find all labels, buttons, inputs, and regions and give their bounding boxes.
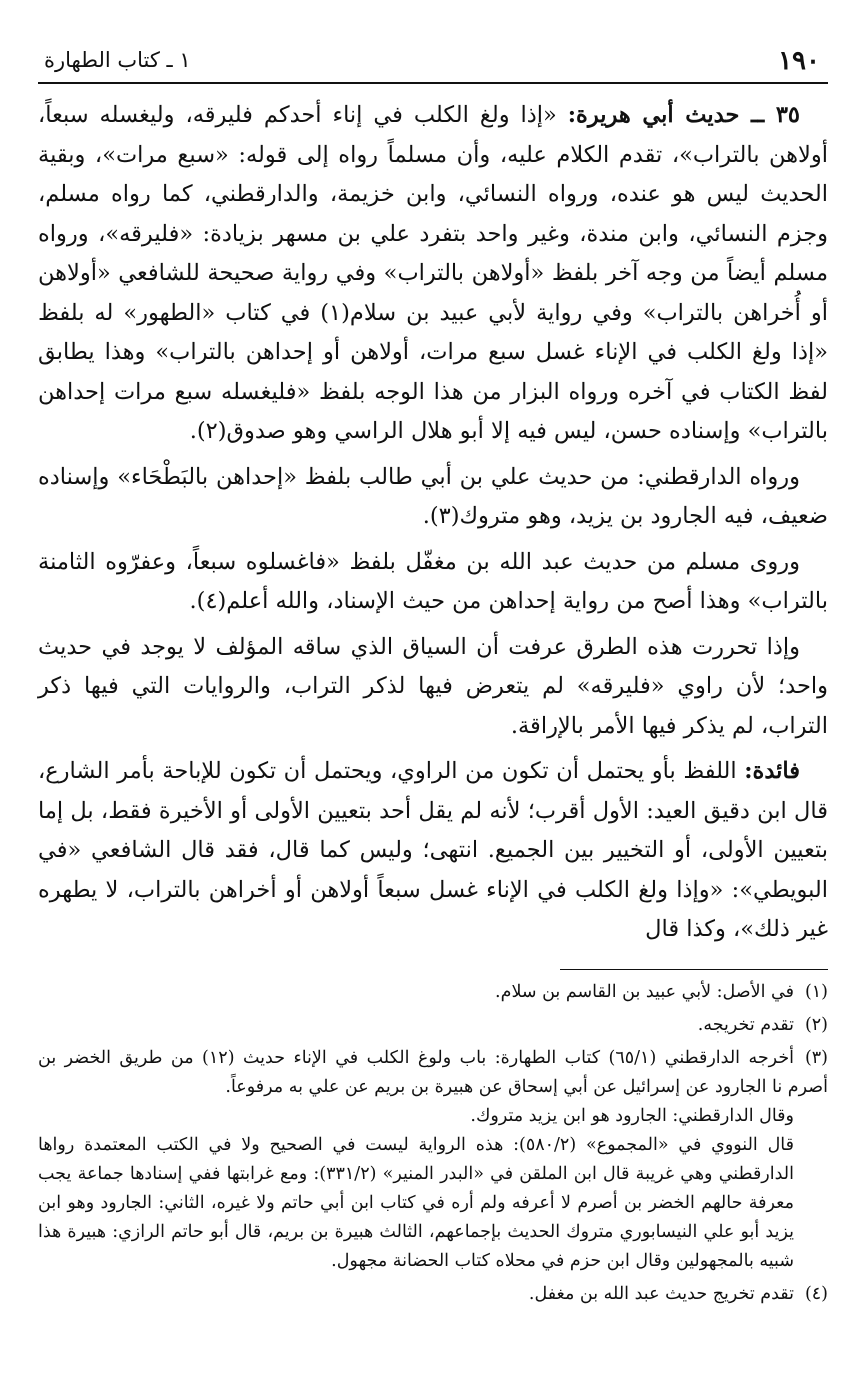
footnote-text: وقال الدارقطني: الجارود هو ابن يزيد متروك. — [470, 1106, 794, 1126]
footnote-text: تقدم تخريجه. — [697, 1015, 794, 1035]
benefit-heading: فائدة: — [744, 758, 800, 784]
page-number: ١٩٠ — [778, 46, 820, 76]
footnote-text: تقدم تخريج حديث عبد الله بن مغفل. — [528, 1284, 794, 1304]
footnotes — [38, 978, 828, 1313]
paragraph-text: وإذا تحررت هذه الطرق عرفت أن السياق الذي ساقه المؤلف لا يوجد في حديث واحد؛ لأن راوي «فليرقه» لم يتعرض فيها لذكر التراب، والروايات التي فيها ذكر التراب، لم يذكر فيها الأمر بالإراقة. — [38, 633, 828, 739]
header-divider — [38, 82, 828, 84]
running-header — [38, 46, 828, 80]
footnote-number: (٣) — [804, 1048, 828, 1068]
paragraph-text: «إذا ولغ الكلب في إناء أحدكم فليرقه، وليغسله سبعاً، أولاهن بالتراب»، تقدم الكلام عليه، وأن مسلماً رواه إلى قوله: «سبع مرات»، وبقية الحديث ليس هو عنده، ورواه النسائي، وابن خزيمة، والدارقطني، كما رواه مسلم، وجزم النسائي، وابن مندة، وغير واحد بتفرد علي بن مسهر بزيادة: «فليرقه»، ورواه مسلم أيضاً من وجه آخر بلفظ «أولاهن بالتراب» وفي رواية صحيحة للشافعي «أولاهن أو أُخراهن بالتراب» وفي رواية لأبي عبيد بن سلام(١) في كتاب «الطهور» له بلفظ «إذا ولغ الكلب في الإناء غسل سبع مرات، أولاهن أو إحداهن بالتراب» وهذا يطابق لفظ الكتاب في آخره ورواه البزار من هذا الوجه بلفظ «فليغسله سبع مرات إحداهن بالتراب» وإسناده حسن، ليس فيه إلا أبو هلال الراسي وهو صدوق(٢). — [38, 102, 828, 444]
footnote-text: أخرجه الدارقطني (٦٥/١) كتاب الطهارة: باب ولوغ الكلب في الإناء حديث (١٢) من طريق الخضر بن أصرم نا الجارود عن إسرائيل عن أبي إسحاق عن هبيرة بن بريم عن علي به مرفوعاً. — [38, 1048, 828, 1097]
footnote-text: قال النووي في «المجموع» (٥٨٠/٢): هذه الرواية ليست في الصحيح ولا في الكتب المعتمدة رواها الدارقطني وهي غريبة قال ابن الملقن في «البدر المنير» (٣٣١/٢): ومع غرابتها ففي إسنادها جماعة يجب معرفة حالهم الخضر بن أصرم لا أعرفه ولم أره في كتاب ابن أبي حاتم ولا غيره، الثاني: الجارود وهو ابن يزيد أبو علي النيسابوري متروك الحديث بإجماعهم، الثالث هبيرة بن بريم، قال أبو حاتم الرازي: هبيرة هذا شبيه بالمجهولين وقال ابن حزم في محلاه كتاب الحضانة مجهول. — [38, 1135, 794, 1271]
hadith-heading: ٣٥ ــ حديث أبي هريرة: — [567, 102, 800, 128]
paragraph-text: اللفظ بأو يحتمل أن تكون من الراوي، ويحتمل أن تكون للإباحة بأمر الشارع، قال ابن دقيق العيد: الأول أقرب؛ لأنه لم يقل أحد بتعيين الأولى أو الأخيرة فقط، بل إما بتعيين الأولى، أو التخيير بين الجميع. انتهى؛ وليس كما قال، فقد قال الشافعي «في البويطي»: «وإذا ولغ الكلب في الإناء غسل سبعاً أولاهن أو أخراهن بالتراب، لا يطهره غير ذلك»، وكذا قال — [38, 758, 828, 942]
main-text — [38, 96, 828, 956]
footnote-number: (٤) — [804, 1284, 828, 1304]
footnote-text: في الأصل: لأبي عبيد بن القاسم بن سلام. — [495, 982, 794, 1002]
footnote-number: (١) — [804, 982, 828, 1002]
paragraph-text: وروى مسلم من حديث عبد الله بن مغفّل بلفظ «فاغسلوه سبعاً، وعفرّوه الثامنة بالتراب» وهذا أصح من رواية إحداهن من حيث الإسناد، والله أعلم(٤). — [38, 548, 828, 614]
footnote-1 — [38, 978, 828, 1007]
paragraph-conclusion — [38, 628, 828, 747]
chapter-title: ١ ـ كتاب الطهارة — [44, 48, 191, 72]
paragraph-muslim — [38, 543, 828, 622]
paragraph-benefit — [38, 752, 828, 950]
book-page — [38, 30, 828, 1350]
footnote-2 — [38, 1011, 828, 1040]
footnote-number: (٢) — [804, 1015, 828, 1035]
paragraph-daraqutni — [38, 458, 828, 537]
footnote-4 — [38, 1280, 828, 1309]
footnote-3 — [38, 1044, 828, 1276]
paragraph-text: ورواه الدارقطني: من حديث علي بن أبي طالب بلفظ «إحداهن بالبَطْحَاء» وإسناده ضعيف، فيه الجارود بن يزيد، وهو متروك(٣). — [38, 463, 828, 529]
paragraph-hadith-35 — [38, 96, 828, 452]
footnote-divider — [560, 969, 828, 970]
